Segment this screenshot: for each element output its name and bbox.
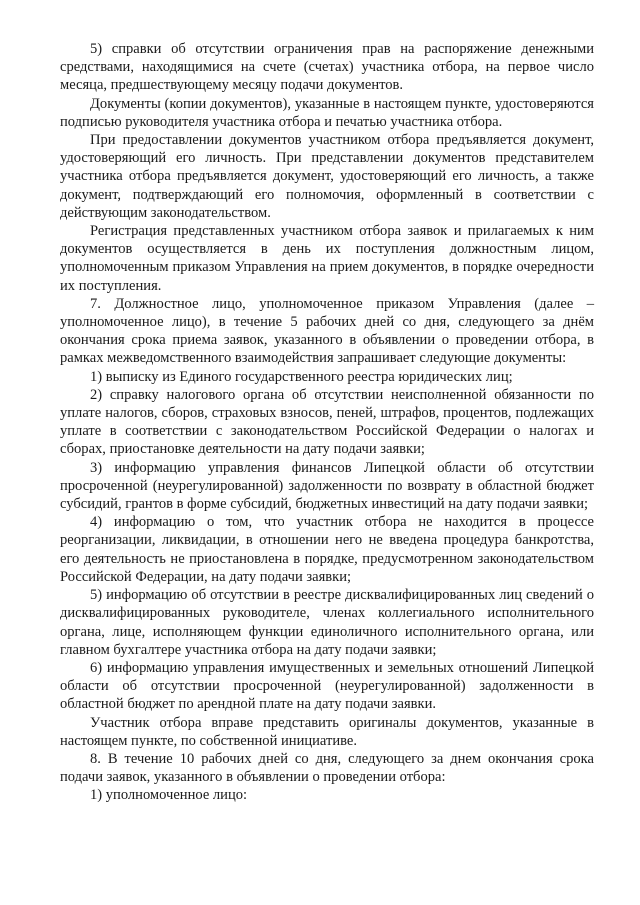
paragraph-registration: Регистрация представленных участником отбора заявок и прилагаемых к ним документов осуществляется в день их поступления должностным лицом, уполномоченным приказом Управления на прием документов, в порядке очередности их поступления. — [60, 223, 594, 294]
paragraph-item-8: 8. В течение 10 рабочих дней со дня, следующего за днем окончания срока подачи заявок, указанного в объявлении о проведении отбора: — [60, 750, 594, 786]
paragraph-item-8-1: 1) уполномоченное лицо: — [90, 787, 248, 804]
paragraph-statement-5: 5) справки об отсутствии ограничения прав на распоряжение денежными средствами, находящимися на счете (счетах) участника отбора, на первое число месяца, предшествующему месяцу подачи документов. — [60, 41, 594, 94]
paragraph-item-7-5: 5) информацию об отсутствии в реестре дисквалифицированных лиц сведений о дисквалифицированных руководителе, членах коллегиального исполнительного органа, лице, исполняющем функции единоличного исполнительного органа, или главном бухгалтере участника отбора на дату подачи заявки; — [60, 587, 594, 658]
paragraph-item-7-6: 6) информацию управления имущественных и земельных отношений Липецкой области об отсутствии просроченной (неурегулированной) задолженности в областной бюджет по арендной плате на дату подачи заявки. — [60, 659, 594, 713]
paragraph-item-7-4: 4) информацию о том, что участник отбора не находится в процессе реорганизации, ликвидации, в отношении него не введена процедура банкротства, его деятельность не приостановлена в порядке, предусмотренном законодательством Российской Федерации, на дату подачи заявки; — [60, 514, 594, 585]
paragraph-certification: Документы (копии документов), указанные в настоящем пункте, удостоверяются подписью руководителя участника отбора и печатью участника отбора. — [60, 95, 594, 130]
paragraph-identity: При предоставлении документов участником отбора предъявляется документ, удостоверяющий его личность. При представлении документов представителем участника отбора предъявляется документ, удостоверяющий его личность, а также документ, подтверждающий его полномочия, оформленный в соответствии с действующим законодательством. — [60, 132, 594, 221]
paragraph-item-7-2: 2) справку налогового органа об отсутствии неисполненной обязанности по уплате налогов, сборов, страховых взносов, пеней, штрафов, процентов, подлежащих уплате в соответствии с законодательством Российской Федерации о налогах и сборах, приостановке деятельности на дату подачи заявки; — [60, 386, 594, 458]
paragraph-item-7-3: 3) информацию управления финансов Липецкой области об отсутствии просроченной (неурегулированной) задолженности по возврату в областной бюджет субсидий, грантов в форме субсидий, бюджетных инвестиций на дату подачи заявки; — [60, 459, 594, 513]
document-body — [60, 40, 594, 805]
paragraph-item-7-1: 1) выписку из Единого государственного реестра юридических лиц; — [90, 368, 513, 385]
paragraph-originals: Участник отбора вправе представить оригиналы документов, указанные в настоящем пункте, по собственной инициативе. — [60, 714, 594, 749]
paragraph-item-7: 7. Должностное лицо, уполномоченное приказом Управления (далее – уполномоченное лицо), в течение 5 рабочих дней со дня, следующего за днём окончания срока приема заявок, указанного в объявлении о проведении отбора, в рамках межведомственного взаимодействия запрашивает следующие документы: — [60, 295, 594, 367]
